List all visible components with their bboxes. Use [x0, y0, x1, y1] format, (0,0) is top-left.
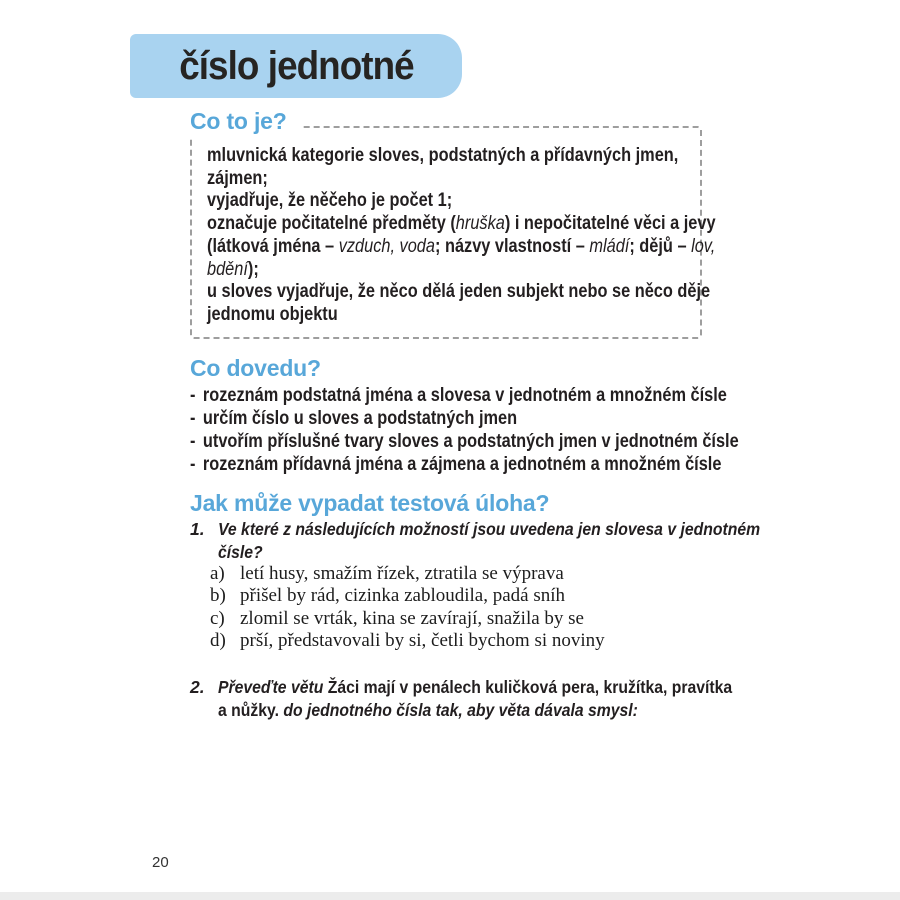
definition-box: [190, 126, 716, 339]
question-text-line: čísle?: [218, 542, 263, 562]
skills-list: [190, 384, 750, 476]
skill-item: [190, 430, 739, 453]
definition-line: bdění);: [207, 258, 259, 280]
option-text: přišel by rád, cizinka zabloudila, padá sníh: [240, 585, 566, 607]
option-text: zlomil se vrták, kina se zavírají, snažila by se: [240, 607, 584, 629]
skills-heading: Co dovedu?: [190, 355, 321, 381]
option-item: [210, 563, 605, 585]
page-bottom-edge: [0, 892, 900, 900]
option-letter: b): [210, 585, 226, 607]
option-item: [210, 630, 605, 652]
question-text: [218, 518, 820, 564]
definition-line: u sloves vyjadřuje, že něco dělá jeden subjekt nebo se něco děje: [207, 281, 711, 303]
bullet-dash: -: [190, 454, 196, 475]
test-heading: Jak může vypadat testová úloha?: [190, 490, 550, 516]
skill-item-text: utvořím příslušné tvary sloves a podstatných jmen v jednotném čísle: [202, 431, 739, 452]
definition-line: mluvnická kategorie sloves, podstatných a přídavných jmen,: [207, 145, 679, 166]
question-text-line: a nůžky. do jednotného čísla tak, aby věta dávala smysl:: [218, 700, 638, 720]
definition-heading: Co to je?: [190, 106, 303, 139]
option-item: [210, 585, 605, 607]
chapter-title-box: [130, 34, 462, 98]
skill-item-text: rozeznám přídavná jména a zájmena a jednotném a množném čísle: [202, 454, 722, 475]
option-text: prší, představovali by si, četli bychom si noviny: [240, 629, 605, 651]
question-1: [190, 518, 820, 564]
bullet-dash: -: [190, 408, 196, 429]
options-list: [210, 563, 605, 652]
option-letter: c): [210, 607, 225, 629]
option-item: [210, 608, 605, 630]
definition-line: označuje počitatelné předměty (hruška) i nepočitatelné věci a jevy: [207, 213, 716, 235]
definition-line: zájmen;: [207, 167, 268, 189]
skill-item: [190, 453, 722, 476]
question-2: [190, 676, 789, 722]
page-title: číslo jednotné: [178, 43, 414, 88]
skill-item-text: určím číslo u sloves a podstatných jmen: [202, 408, 518, 429]
definition-line: vyjadřuje, že něčeho je počet 1;: [207, 190, 453, 212]
definition-line: (látková jména – vzduch, voda; názvy vlastností – mládí; dějů – lov,: [207, 235, 716, 257]
skill-item-text: rozeznám podstatná jména a slovesa v jednotném a množném čísle: [202, 385, 727, 406]
skill-item: [190, 384, 727, 407]
question-text-line: Převeďte větu Žáci mají v penálech kuličková pera, kružítka, pravítka: [218, 677, 733, 697]
option-text: letí husy, smažím řízek, ztratila se výprava: [240, 563, 564, 584]
definition-line: jednomu objektu: [207, 303, 338, 325]
skill-item: [190, 407, 672, 430]
question-number: 1.: [190, 519, 205, 539]
bullet-dash: -: [190, 431, 196, 452]
bullet-dash: -: [190, 385, 196, 406]
page-number: 20: [152, 854, 169, 871]
option-letter: d): [210, 629, 226, 651]
option-letter: a): [210, 563, 225, 584]
question-number: 2.: [190, 677, 205, 697]
question-text: [218, 676, 789, 722]
question-text-line: Ve které z následujících možností jsou uvedena jen slovesa v jednotném: [218, 519, 761, 539]
